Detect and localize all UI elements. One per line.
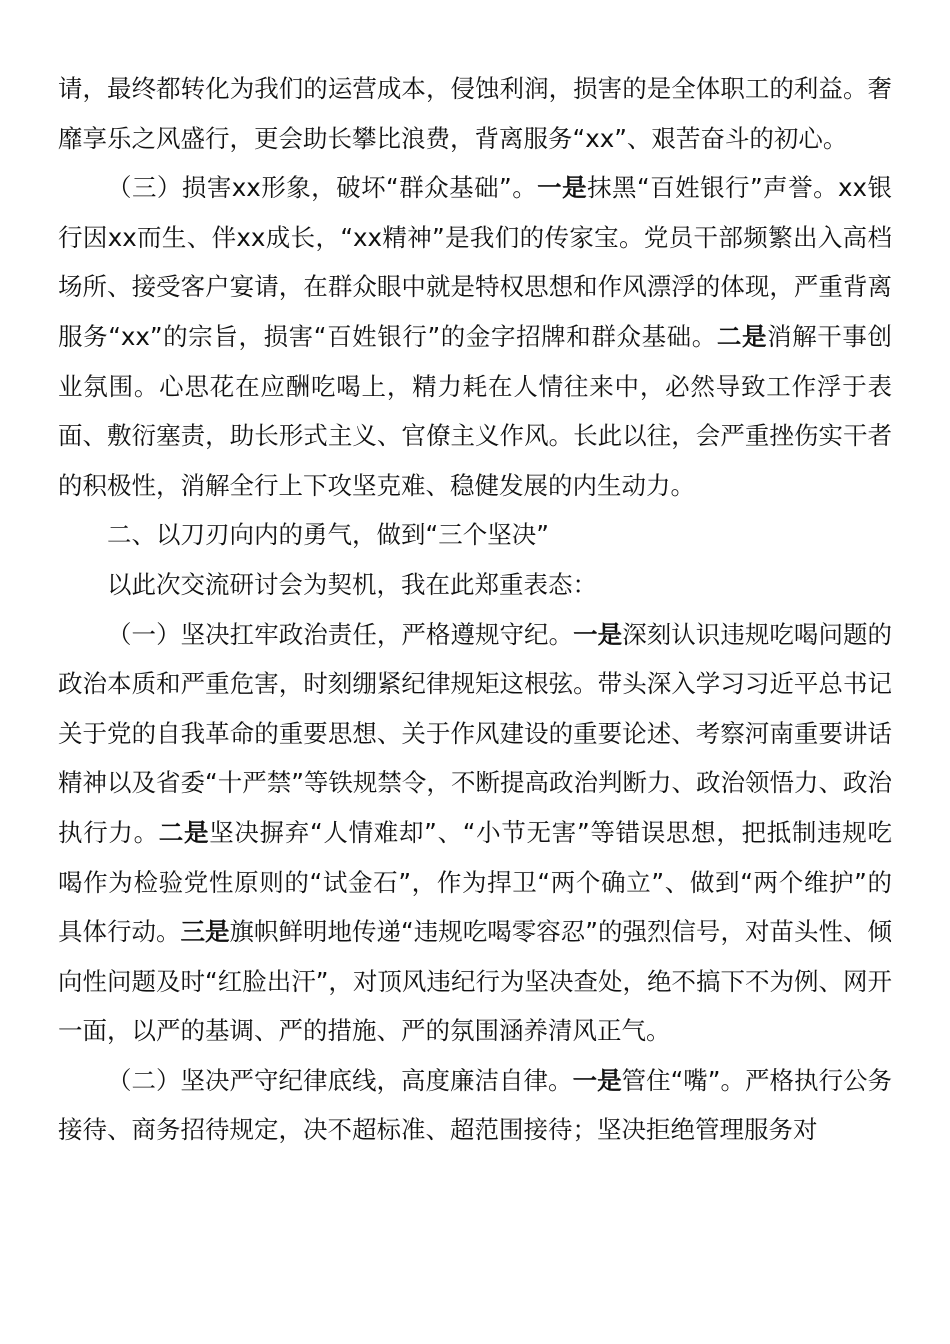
- bold-marker: 一是: [537, 173, 588, 203]
- paragraph-discipline-bottom-line: [58, 1056, 892, 1155]
- text-run: 抹黑“百姓银行”声誉。xx银行因xx而生、伴xx成长，“xx精神”是我们的传家宝。党员干部频繁出入高档场所、接受客户宴请，在群众眼中就是特权思想和作风漂浮的体现，严重背离服务“xx”的宗旨，损害“百姓银行”的金字招牌和群众基础。: [58, 173, 892, 351]
- text-run: 二、以刀刃向内的勇气，做到“三个坚决”: [107, 520, 549, 550]
- bold-marker: 三是: [180, 917, 230, 947]
- bold-marker: 二是: [158, 817, 210, 847]
- bold-marker: 一是: [572, 1065, 622, 1095]
- bold-marker: 一是: [573, 619, 623, 649]
- document-page: [58, 64, 892, 1155]
- text-run: （三）损害xx形象，破坏“群众基础”。: [107, 173, 538, 203]
- text-run: （二）坚决严守纪律底线，高度廉洁自律。: [107, 1065, 573, 1095]
- paragraph-intro: [58, 560, 892, 610]
- text-run: 坚决摒弃“人情难却”、“小节无害”等错误思想，把抵制违规吃喝作为检验党性原则的“试金石”，作为捍卫“两个确立”、做到“两个维护”的具体行动。: [58, 817, 893, 947]
- text-run: （一）坚决扛牢政治责任，严格遵规守纪。: [107, 619, 574, 649]
- bold-marker: 二是: [716, 321, 768, 351]
- paragraph-political-responsibility: [58, 610, 892, 1056]
- text-run: 消解干事创业氛围。心思花在应酬吃喝上，精力耗在人情往来中，必然导致工作浮于表面、敷衍塞责，助长形式主义、官僚主义作风。长此以往，会严重挫伤实干者的积极性，消解全行上下攻坚克难、稳健发展的内生动力。: [58, 321, 892, 500]
- text-run: 请，最终都转化为我们的运营成本，侵蚀利润，损害的是全体职工的利益。奢靡享乐之风盛行，更会助长攀比浪费，背离服务“xx”、艰苦奋斗的初心。: [58, 74, 892, 153]
- text-run: 深刻认识违规吃喝问题的政治本质和严重危害，时刻绷紧纪律规矩这根弦。带头深入学习习近平总书记关于党的自我革命的重要思想、关于作风建设的重要论述、考察河南重要讲话精神以及省委“十严禁”等铁规禁令，不断提高政治判断力、政治领悟力、政治执行力。: [58, 619, 893, 847]
- paragraph-continuation: [58, 64, 892, 163]
- section-heading: [58, 510, 892, 560]
- text-run: 管住“嘴”。严格执行公务接待、商务招待规定，决不超标准、超范围接待；坚决拒绝管理服务对: [58, 1065, 893, 1145]
- text-run: 旗帜鲜明地传递“违规吃喝零容忍”的强烈信号，对苗头性、倾向性问题及时“红脸出汗”，对顶风违纪行为坚决查处，绝不搞下不为例、网开一面，以严的基调、严的措施、严的氛围涵养清风正气。: [58, 917, 893, 1046]
- text-run: 以此次交流研讨会为契机，我在此郑重表态：: [107, 569, 597, 599]
- paragraph-harm-image: [58, 163, 892, 510]
